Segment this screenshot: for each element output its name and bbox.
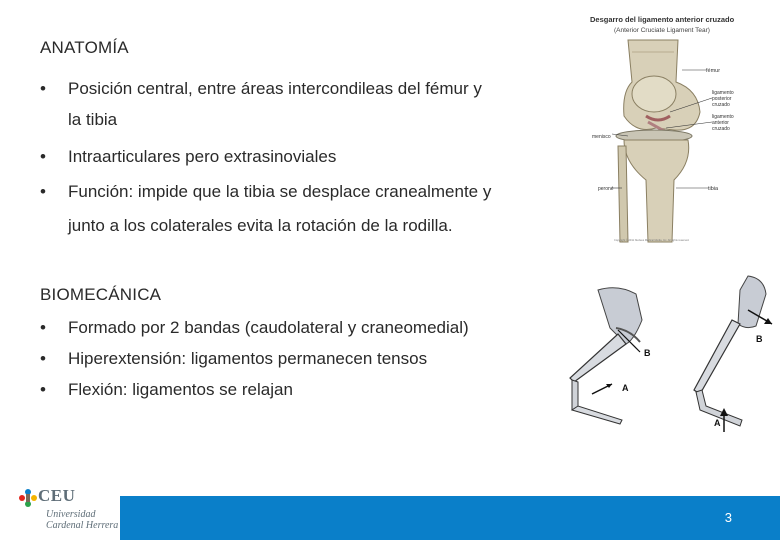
label-ligamento-anterior: ligamento anterior cruzado — [712, 114, 734, 132]
label-a-right: A — [714, 418, 721, 428]
biomecanica-title: BIOMECÁNICA — [40, 285, 162, 304]
bullet-text: Hiperextensión: ligamentos permanecen tensos — [68, 349, 428, 368]
bullet-text-line: Posición central, entre áreas intercondileas del fémur y — [68, 79, 482, 98]
logo-dot-yellow — [31, 495, 37, 501]
footer-bar — [120, 496, 780, 540]
bullet-text: Flexión: ligamentos se relajan — [68, 380, 293, 399]
bullet-text-line: Función: impide que la tibia se desplace cranealmente y — [68, 182, 492, 201]
bullet-text-line: Intraarticulares pero extrasinoviales — [68, 147, 337, 166]
copyright-text: Copyright © 2011 Nucleus Medical Media, Inc. All rights reserved. — [614, 239, 690, 242]
anatomia-bullet-2 — [40, 142, 580, 171]
bullet-marker: • — [40, 147, 46, 166]
logo-line-1: Universidad — [46, 509, 96, 520]
label-b-right: B — [756, 334, 763, 344]
bullet-text: Formado por 2 bandas (caudolateral y craneomedial) — [68, 318, 469, 337]
bullet-marker: • — [40, 182, 46, 201]
label-b-left: B — [644, 348, 651, 358]
biomecanica-bullet-3 — [40, 375, 560, 404]
anatomia-title: ANATOMÍA — [40, 38, 129, 57]
bullet-marker: • — [40, 380, 46, 399]
bullet-marker: • — [40, 349, 46, 368]
label-menisco: menisco — [592, 134, 611, 140]
page-number: 3 — [724, 510, 732, 525]
label-perone: peroné — [598, 186, 614, 192]
leg-biomechanics-illustration — [560, 270, 775, 438]
logo-line-2: Cardenal Herrera — [46, 520, 119, 531]
biomecanica-bullet-1 — [40, 313, 560, 342]
logo-name: CEU — [38, 486, 76, 505]
biomecanica-bullet-2 — [40, 344, 560, 373]
label-tibia: tibia — [708, 186, 719, 192]
bullet-text-line: junto a los colaterales evita la rotación de la rodilla. — [68, 216, 453, 235]
logo-dot-red — [19, 495, 25, 501]
bullet-marker: • — [40, 79, 46, 98]
label-a-left: A — [622, 383, 629, 393]
anatomia-bullet-3 — [40, 177, 580, 237]
bullet-text-line: la tibia — [68, 110, 118, 129]
label-femur: fémur — [706, 68, 721, 74]
label-ligamento-posterior: ligamento posterior cruzado — [712, 90, 734, 108]
bullet-marker: • — [40, 318, 46, 337]
knee-anatomy-illustration — [588, 12, 753, 244]
knee-figure-title: Desgarro del ligamento anterior cruzado — [590, 15, 735, 24]
knee-figure-subtitle: (Anterior Cruciate Ligament Tear) — [614, 27, 710, 34]
anatomia-bullet-1 — [40, 74, 580, 132]
